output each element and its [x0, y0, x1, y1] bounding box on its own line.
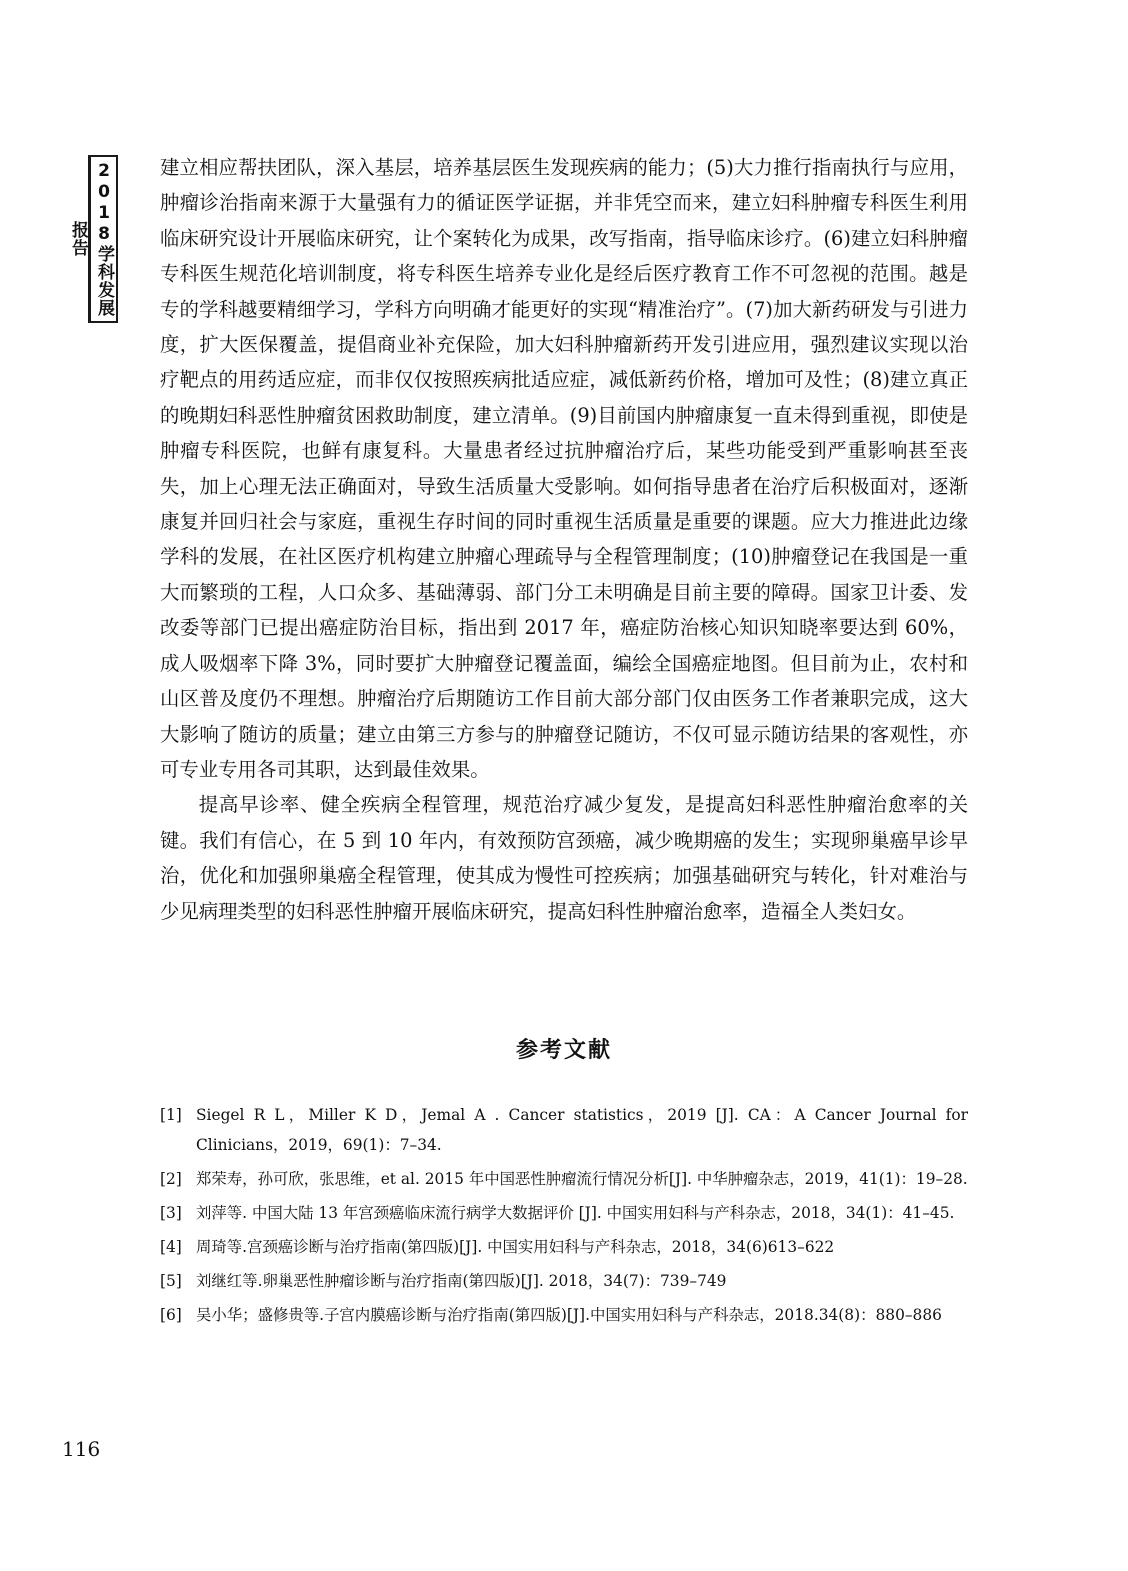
reference-number: [5] — [160, 1272, 182, 1290]
reference-item — [160, 1266, 968, 1296]
reference-number: [1] — [160, 1106, 182, 1124]
page-number: 116 — [62, 1437, 101, 1461]
reference-item — [160, 1232, 968, 1262]
side-section-label: 2018学科发展报告 — [68, 161, 114, 317]
reference-item — [160, 1164, 968, 1194]
reference-number: [4] — [160, 1238, 182, 1256]
reference-text: 刘萍等. 中国大陆 13 年宫颈癌临床流行病学大数据评价 [J]. 中国实用妇科与产科杂志，2018，34(1)：41–45. — [196, 1204, 955, 1222]
reference-text: 刘继红等.卵巢恶性肿瘤诊断与治疗指南(第四版)[J]. 2018，34(7)：739–749 — [196, 1272, 727, 1290]
reference-item — [160, 1300, 968, 1330]
reference-text: 周琦等.宫颈癌诊断与治疗指南(第四版)[J]. 中国实用妇科与产科杂志，2018，34(6)613–622 — [196, 1238, 835, 1256]
paragraph: 提高早诊率、健全疾病全程管理，规范治疗减少复发，是提高妇科恶性肿瘤治愈率的关键。我们有信心，在 5 到 10 年内，有效预防宫颈癌，减少晚期癌的发生；实现卵巢癌早诊早治，优化和加强卵巢癌全程管理，使其成为慢性可控疾病；加强基础研究与转化，针对难治与少见病理类型的妇科恶性肿瘤开展临床研究，提高妇科性肿瘤治愈率，造福全人类妇女。 — [160, 793, 968, 923]
body-text — [160, 150, 968, 929]
reference-text: 吴小华；盛修贵等.子宫内膜癌诊断与治疗指南(第四版)[J].中国实用妇科与产科杂志，2018.34(8)：880–886 — [196, 1306, 942, 1324]
reference-item — [160, 1100, 968, 1160]
reference-text: 郑荣寿，孙可欣，张思维，et al. 2015 年中国恶性肿瘤流行情况分析[J]. 中华肿瘤杂志，2019，41(1)：19–28. — [196, 1170, 968, 1188]
side-section-tab — [68, 155, 118, 323]
reference-number: [6] — [160, 1306, 182, 1324]
reference-text: Siegel R L，Miller K D，Jemal A . Cancer statistics，2019 [J]. CA：A Cancer Journal for Clinicians，2019，69(1)：7–34. — [196, 1106, 968, 1154]
reference-number: [2] — [160, 1170, 182, 1188]
references-list — [160, 1100, 968, 1334]
reference-number: [3] — [160, 1204, 182, 1222]
references-heading: 参考文献 — [515, 1038, 612, 1063]
reference-item — [160, 1198, 968, 1228]
paragraph: 建立相应帮扶团队，深入基层，培养基层医生发现疾病的能力；(5)大力推行指南执行与应用，肿瘤诊治指南来源于大量强有力的循证医学证据，并非凭空而来，建立妇科肿瘤专科医生利用临床研究设计开展临床研究，让个案转化为成果，改写指南，指导临床诊疗。(6)建立妇科肿瘤专科医生规范化培训制度，将专科医生培养专业化是经后医疗教育工作不可忽视的范围。越是专的学科越要精细学习，学科方向明确才能更好的实现“精准治疗”。(7)加大新药研发与引进力度，扩大医保覆盖，提倡商业补充保险，加大妇科肿瘤新药开发引进应用，强烈建议实现以治疗靶点的用药适应症，而非仅仅按照疾病批适应症，减低新药价格，增加可及性；(8)建立真正的晚期妇科恶性肿瘤贫困救助制度，建立清单。(9)目前国内肿瘤康复一直未得到重视，即使是肿瘤专科医院，也鲜有康复科。大量患者经过抗肿瘤治疗后，某些功能受到严重影响甚至丧失，加上心理无法正确面对，导致生活质量大受影响。如何指导患者在治疗后积极面对，逐渐康复并回归社会与家庭，重视生存时间的同时重视生活质量是重要的课题。应大力推进此边缘学科的发展，在社区医疗机构建立肿瘤心理疏导与全程管理制度；(10)肿瘤登记在我国是一重大而繁琐的工程，人口众多、基础薄弱、部门分工未明确是目前主要的障碍。国家卫计委、发改委等部门已提出癌症防治目标，指出到 2017 年，癌症防治核心知识知晓率要达到 60%，成人吸烟率下降 3%，同时要扩大肿瘤登记覆盖面，编绘全国癌症地图。但目前为止，农村和山区普及度仍不理想。肿瘤治疗后期随访工作目前大部分部门仅由医务工作者兼职完成，这大大影响了随访的质量；建立由第三方参与的肿瘤登记随访，不仅可显示随访结果的客观性，亦可专业专用各司其职，达到最佳效果。 — [160, 156, 968, 781]
